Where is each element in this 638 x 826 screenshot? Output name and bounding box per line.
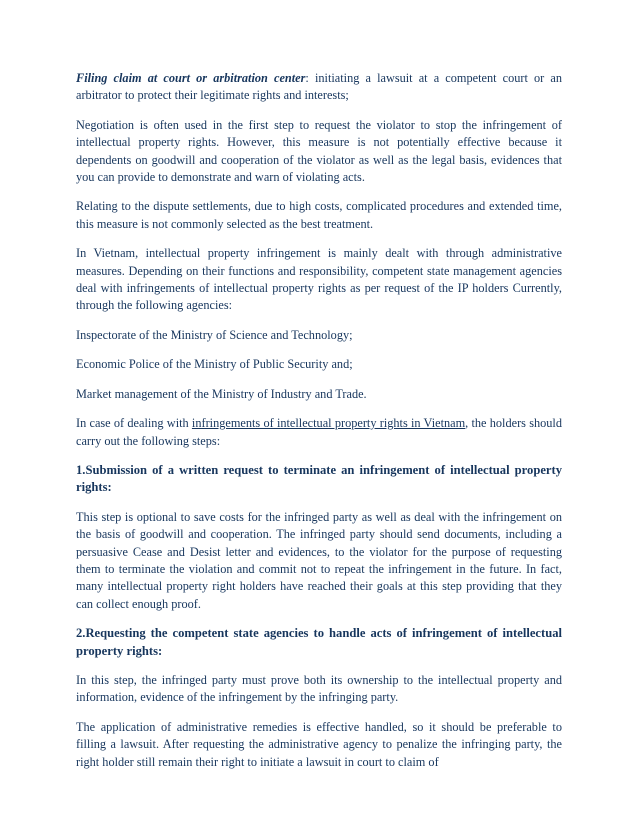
document-page xyxy=(76,70,562,783)
case-text-after: , the holders should carry out the following steps: xyxy=(76,416,562,448)
paragraph-filing-claim xyxy=(76,70,562,105)
paragraph-step-1: This step is optional to save costs for the infringed party as well as deal with the infringement on the basis of goodwill and cooperation. The infringed party should send documents, including a persuasive Cease and Desist letter and evidences, to the violator for the purpose of requesting them to terminate the violation and commit not to repeat the infringement in the future. In fact, many intellectual property right holders have reached their goals at this step providing that they can collect enough proof. xyxy=(76,509,562,611)
paragraph-inspectorate: Inspectorate of the Ministry of Science and Technology; xyxy=(76,327,353,342)
infringements-link[interactable]: infringements of intellectual property rights in Vietnam xyxy=(191,416,466,431)
paragraph-vietnam-administrative: In Vietnam, intellectual property infringement is mainly dealt with through administrative measures. Depending on their functions and responsibility, competent state management agencies deal with infringements of intellectual property rights as per request of the IP holders Currently, through the following agencies: xyxy=(76,246,562,313)
paragraph-step-2-proof: In this step, the infringed party must prove both its ownership to the intellectual property and information, evidence of the infringement by the infringing party. xyxy=(76,672,562,705)
paragraph-case-of-dealing xyxy=(76,415,562,450)
paragraph-market-management: Market management of the Ministry of Industry and Trade. xyxy=(76,386,367,401)
paragraph-economic-police: Economic Police of the Ministry of Public Security and; xyxy=(76,357,353,372)
paragraph-dispute-settlements: Relating to the dispute settlements, due to high costs, complicated procedures and extended time, this measure is not commonly selected as the best treatment. xyxy=(76,199,562,231)
case-text-before: In case of dealing with xyxy=(76,416,192,431)
paragraph-negotiation: Negotiation is often used in the first step to request the violator to stop the infringement of intellectual property rights. However, this measure is not potentially effective because it dependents on goodwill and cooperation of the violator as well as the legal basis, evidences that you can provide to demonstrate and warn of violating acts. xyxy=(76,117,562,185)
heading-step-1: 1.Submission of a written request to terminate an infringement of intellectual property rights: xyxy=(76,462,562,495)
heading-step-2: 2.Requesting the competent state agencies to handle acts of infringement of intellectual property rights: xyxy=(76,626,562,658)
filing-claim-lead: Filing claim at court or arbitration center xyxy=(76,71,306,85)
filing-claim-text: : initiating a lawsuit at a competent court or an arbitrator to protect their legitimate rights and interests; xyxy=(76,71,562,103)
paragraph-administrative-remedies: The application of administrative remedies is effective handled, so it should be preferable to filling a lawsuit. After requesting the administrative agency to penalize the infringing party, the right holder still remain their right to initiate a lawsuit in court to claim of xyxy=(76,719,562,769)
